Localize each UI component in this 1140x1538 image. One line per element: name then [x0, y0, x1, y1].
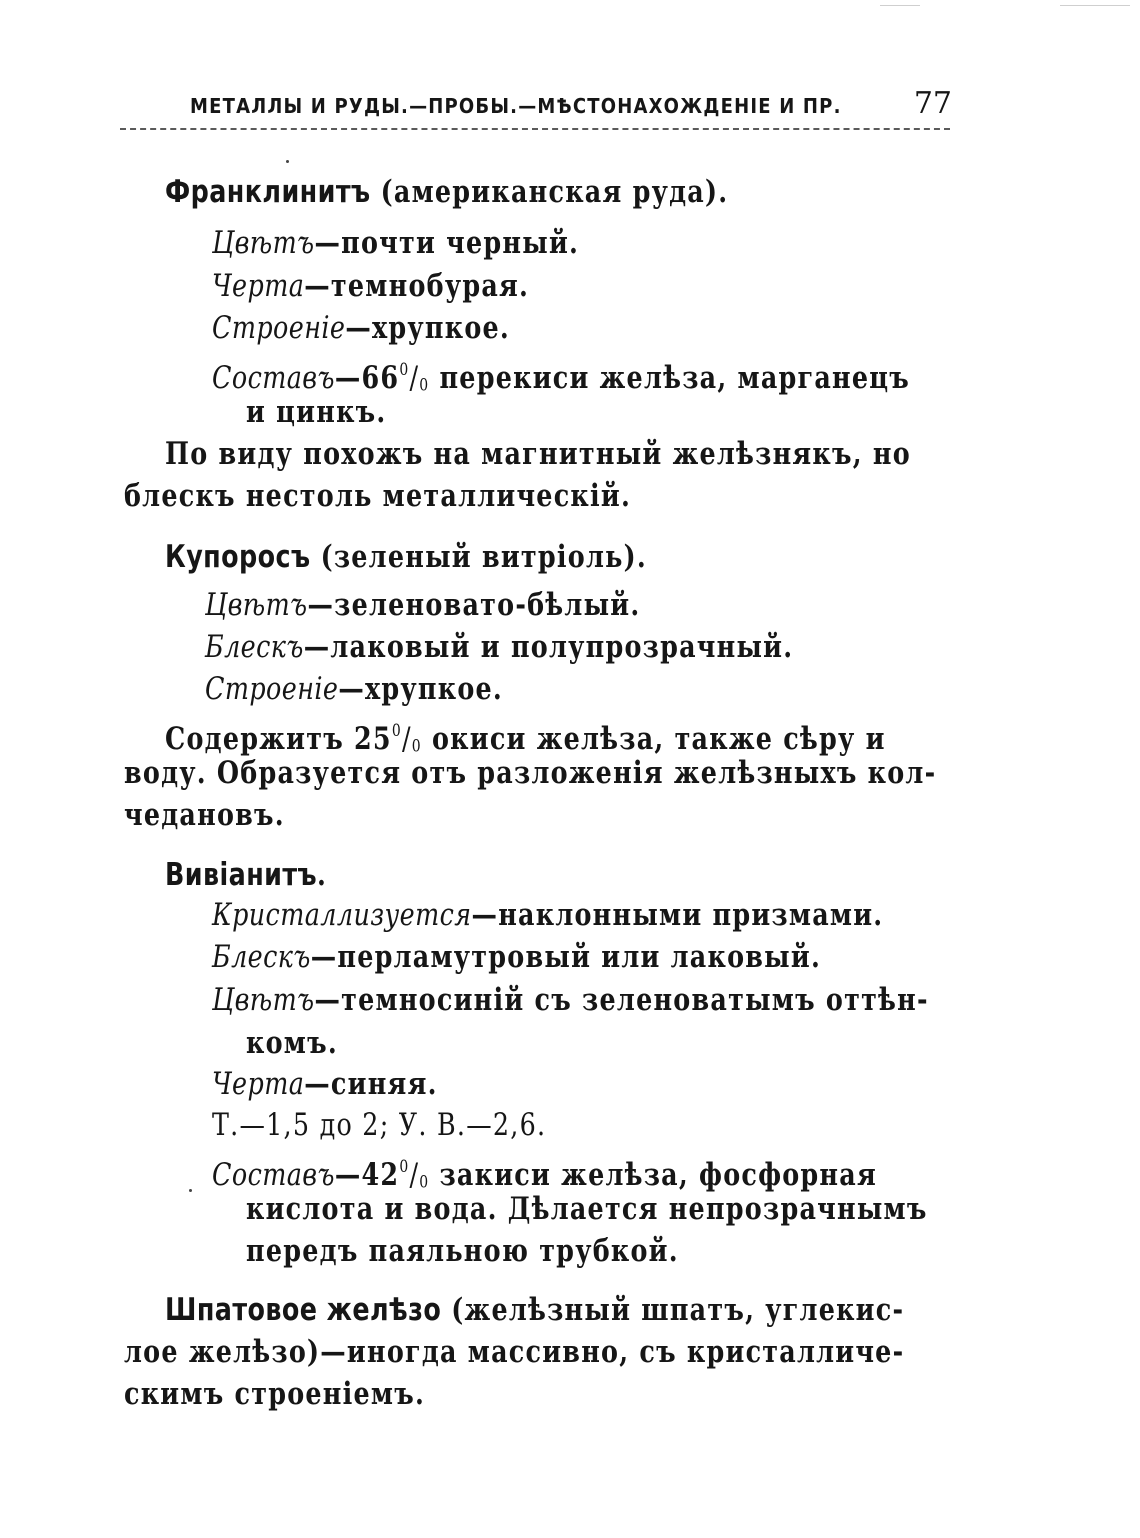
property-label: Строеніе: [212, 310, 346, 346]
section-heading-vivianite: [165, 855, 327, 895]
paragraph-line: лое желѣзо)—иногда массивно, съ кристалличе-: [124, 1334, 905, 1370]
property-value: —хрупкое.: [345, 310, 511, 346]
paragraph-line: По виду похожъ на магнитный желѣзнякъ, но: [165, 436, 911, 472]
heading-term: Купоросъ: [165, 539, 311, 575]
heading-term: Шпатовое желѣзо: [165, 1292, 442, 1328]
heading-note: .: [317, 857, 328, 893]
percent-sign: $^0/_0$: [399, 1156, 430, 1193]
hardness-line: Т.—1,5 до 2; У. В.—2,6.: [212, 1107, 547, 1143]
continuation-line: и цинкъ.: [246, 394, 387, 430]
paragraph-line: Содержитъ $25^0/_0$ окиси желѣза, также сѣру и: [165, 720, 886, 757]
header-rule: [120, 128, 950, 130]
property-value: —66: [334, 359, 400, 396]
property-label: Составъ: [212, 1156, 335, 1193]
heading-note: (желѣзный шпатъ, углекис-: [441, 1292, 905, 1328]
property-label: Составъ: [212, 359, 335, 396]
paragraph-line: блескъ нестоль металлическій.: [124, 478, 632, 514]
property-line: [212, 308, 510, 348]
property-value: —зеленовато-бѣлый.: [307, 587, 641, 623]
paragraph-line: скимъ строеніемъ.: [124, 1376, 426, 1412]
property-value: закиси желѣза, фосфорная: [429, 1156, 877, 1193]
print-speck: [189, 1189, 192, 1192]
property-line: [205, 627, 793, 667]
heading-term: Вивіанитъ: [165, 857, 318, 893]
continuation-line: комъ.: [246, 1025, 338, 1061]
property-line: [205, 669, 503, 709]
property-line: [212, 223, 579, 263]
scan-edge-mark: [880, 5, 920, 6]
section-heading-franklinite: [165, 172, 728, 212]
section-heading-siderite: [165, 1290, 904, 1330]
property-label: Блескъ: [205, 629, 304, 665]
running-head: [168, 84, 952, 128]
property-value: —синяя.: [304, 1066, 438, 1102]
continuation-line: кислота и вода. Дѣлается непрозрачнымъ: [246, 1191, 928, 1227]
property-value: —темносиній съ зеленоватымъ оттѣн-: [314, 982, 929, 1018]
property-label: Строеніе: [205, 671, 339, 707]
property-line: [212, 266, 529, 306]
page-number: 77: [913, 86, 952, 121]
property-line: [212, 895, 883, 935]
property-value: —перламутровый или лаковый.: [310, 939, 822, 975]
print-speck: [286, 160, 289, 163]
property-label: Черта: [212, 268, 305, 304]
property-label: Цвѣтъ: [205, 587, 308, 623]
property-label: Черта: [212, 1066, 305, 1102]
running-title: МЕТАЛЛЫ И РУДЫ.—ПРОБЫ.—МѢСТОНАХОЖДЕНІЕ И ПР.: [190, 94, 842, 118]
section-heading-kuporos: [165, 537, 647, 577]
property-value: —лаковый и полупрозрачный.: [303, 629, 794, 665]
scan-edge-mark: [1060, 5, 1130, 6]
property-value: перекиси желѣза, марганецъ: [429, 359, 911, 396]
property-line: [212, 937, 821, 977]
property-value: —темнобурая.: [304, 268, 530, 304]
property-value: —наклонными призмами.: [471, 897, 884, 933]
heading-term: Франклинитъ: [165, 174, 371, 210]
percent-sign: $^0/_0$: [399, 359, 430, 396]
continuation-line: передъ паяльною трубкой.: [246, 1233, 679, 1269]
property-label: Кристаллизуется: [212, 897, 472, 933]
property-label: Цвѣтъ: [212, 225, 315, 261]
paragraph-line: чедановъ.: [124, 797, 285, 833]
property-value: —42: [334, 1156, 400, 1193]
paragraph-line: воду. Образуется отъ разложенія желѣзныхъ кол-: [124, 755, 937, 791]
property-line: [212, 980, 929, 1020]
percent-sign: $^0/_0$: [391, 720, 422, 757]
property-value: —хрупкое.: [338, 671, 504, 707]
property-value: —почти черный.: [314, 225, 580, 261]
heading-note: (зеленый витріоль).: [310, 539, 647, 575]
property-line: [212, 1064, 438, 1104]
property-label: Цвѣтъ: [212, 982, 315, 1018]
property-line: [205, 585, 640, 625]
property-label: Блескъ: [212, 939, 311, 975]
heading-note: (американская руда).: [370, 174, 729, 210]
